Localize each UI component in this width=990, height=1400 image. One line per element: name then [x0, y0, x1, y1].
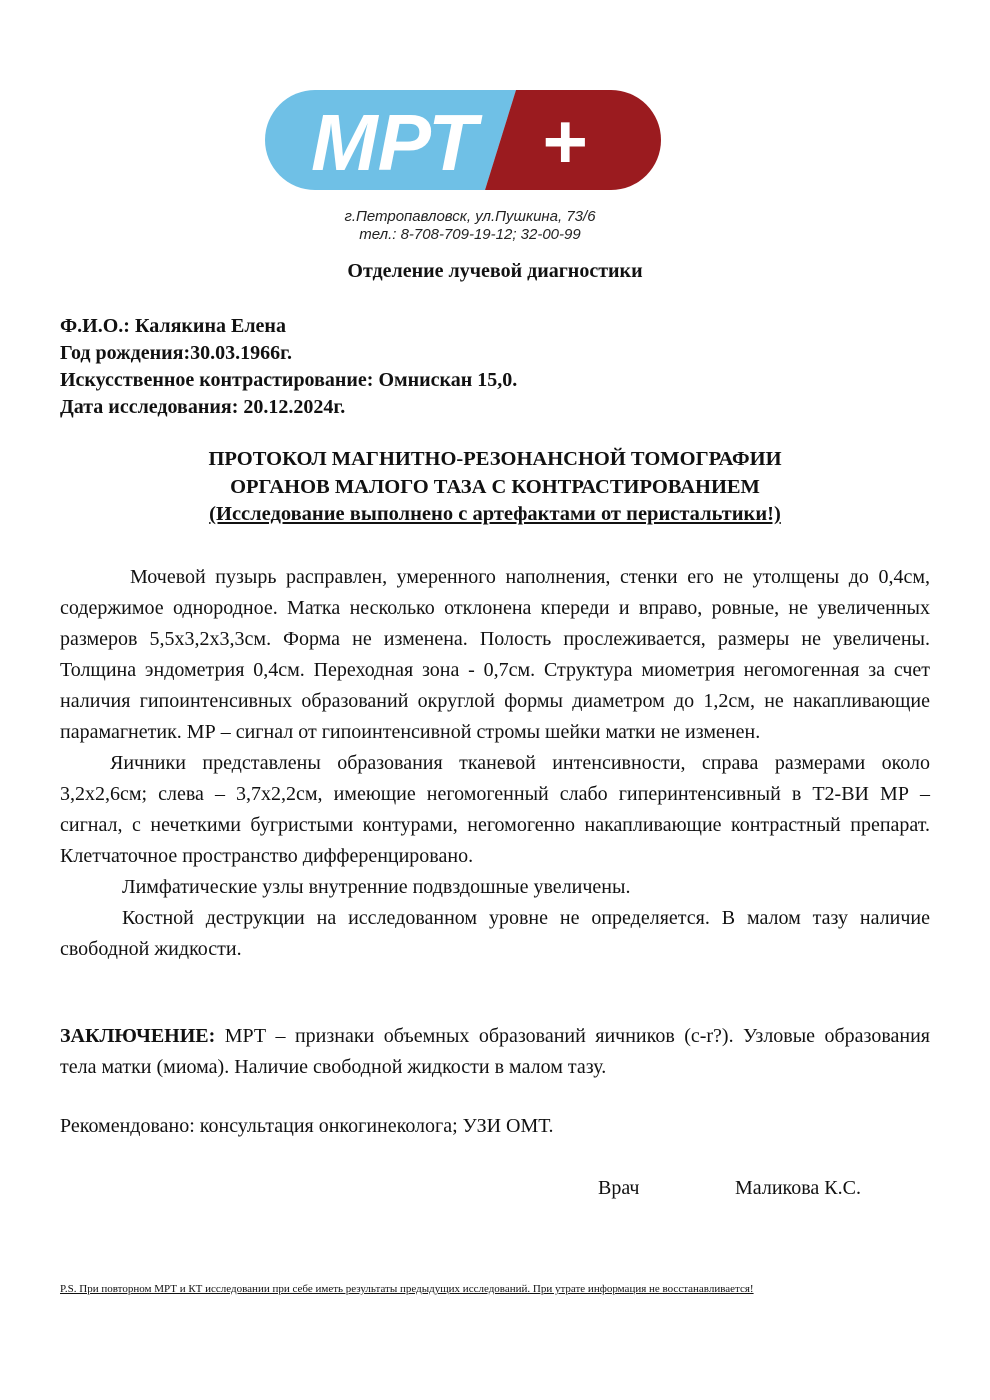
study-date: Дата исследования: 20.12.2024г.	[60, 396, 346, 418]
clinic-logo	[263, 88, 663, 192]
findings	[60, 562, 930, 965]
footnote: P.S. При повторном МРТ и КТ исследовании при себе иметь результаты предыдущих исследований. При утрате информация не восстанавливается!	[60, 1283, 754, 1295]
protocol-title-line1: ПРОТОКОЛ МАГНИТНО-РЕЗОНАНСНОЙ ТОМОГРАФИИ	[208, 448, 782, 470]
patient-contrast: Искусственное контрастирование: Омнискан 15,0.	[60, 369, 518, 391]
conclusion-label: ЗАКЛЮЧЕНИЕ:	[60, 1025, 216, 1047]
protocol-title-line2: ОРГАНОВ МАЛОГО ТАЗА С КОНТРАСТИРОВАНИЕМ	[230, 475, 760, 498]
findings-paragraph-ovaries: Яичники представлены образования тканевой интенсивности, справа размерами около 3,2х2,6см; слева – 3,7х2,2см, имеющие негомогенный слабо гиперинтенсивный в Т2-ВИ МР – сигнал, с нечеткими бугристыми контурами, негомогенно накапливающие контрастный препарат. Клетчаточное пространство дифференцировано.	[60, 752, 930, 867]
patient-info	[60, 313, 517, 421]
findings-paragraph-bladder-uterus: Мочевой пузырь расправлен, умеренного наполнения, стенки его не утолщены до 0,4см, содержимое однородное. Матка несколько отклонена кпереди и вправо, ровные, не увеличенных размеров 5,5х3,2х3,3см. Форма не изменена. Полость прослеживается, размеры не увеличены. Толщина эндометрия 0,4см. Переходная зона - 0,7см. Структура миометрия негомогенная за счет наличия гипоинтенсивных образований округлой формы диаметром до 1,2см, не накапливающие парамагнетик. МР – сигнал от гипоинтенсивной стромы шейки матки не изменен.	[60, 566, 930, 743]
doctor-role: Врач	[598, 1177, 640, 1199]
findings-paragraph-lymph: Лимфатические узлы внутренние подвздошные увеличены.	[122, 876, 631, 898]
logo-text: МРТ	[311, 98, 477, 187]
clinic-address	[300, 208, 640, 244]
patient-name: Ф.И.О.: Калякина Елена	[60, 315, 286, 337]
protocol-note: (Исследование выполнено с артефактами от перистальтики!)	[209, 503, 781, 525]
conclusion-text: МРТ – признаки объемных образований яичников (с-r?). Узловые образования тела матки (миома). Наличие свободной жидкости в малом тазу.	[60, 1025, 930, 1078]
logo-plus: +	[541, 97, 587, 185]
conclusion	[60, 1021, 930, 1083]
doctor-name: Маликова К.С.	[735, 1177, 861, 1199]
phone-line: тел.: 8-708-709-19-12; 32-00-99	[359, 226, 581, 243]
address-line: г.Петропавловск, ул.Пушкина, 73/6	[344, 208, 596, 225]
protocol-title	[0, 446, 990, 529]
recommendation: Рекомендовано: консультация онкогинеколога; УЗИ ОМТ.	[60, 1115, 554, 1137]
patient-birth: Год рождения:30.03.1966г.	[60, 342, 292, 364]
department-title: Отделение лучевой диагностики	[347, 260, 643, 282]
findings-paragraph-bone: Костной деструкции на исследованном уровне не определяется. В малом тазу наличие свободной жидкости.	[60, 907, 930, 960]
